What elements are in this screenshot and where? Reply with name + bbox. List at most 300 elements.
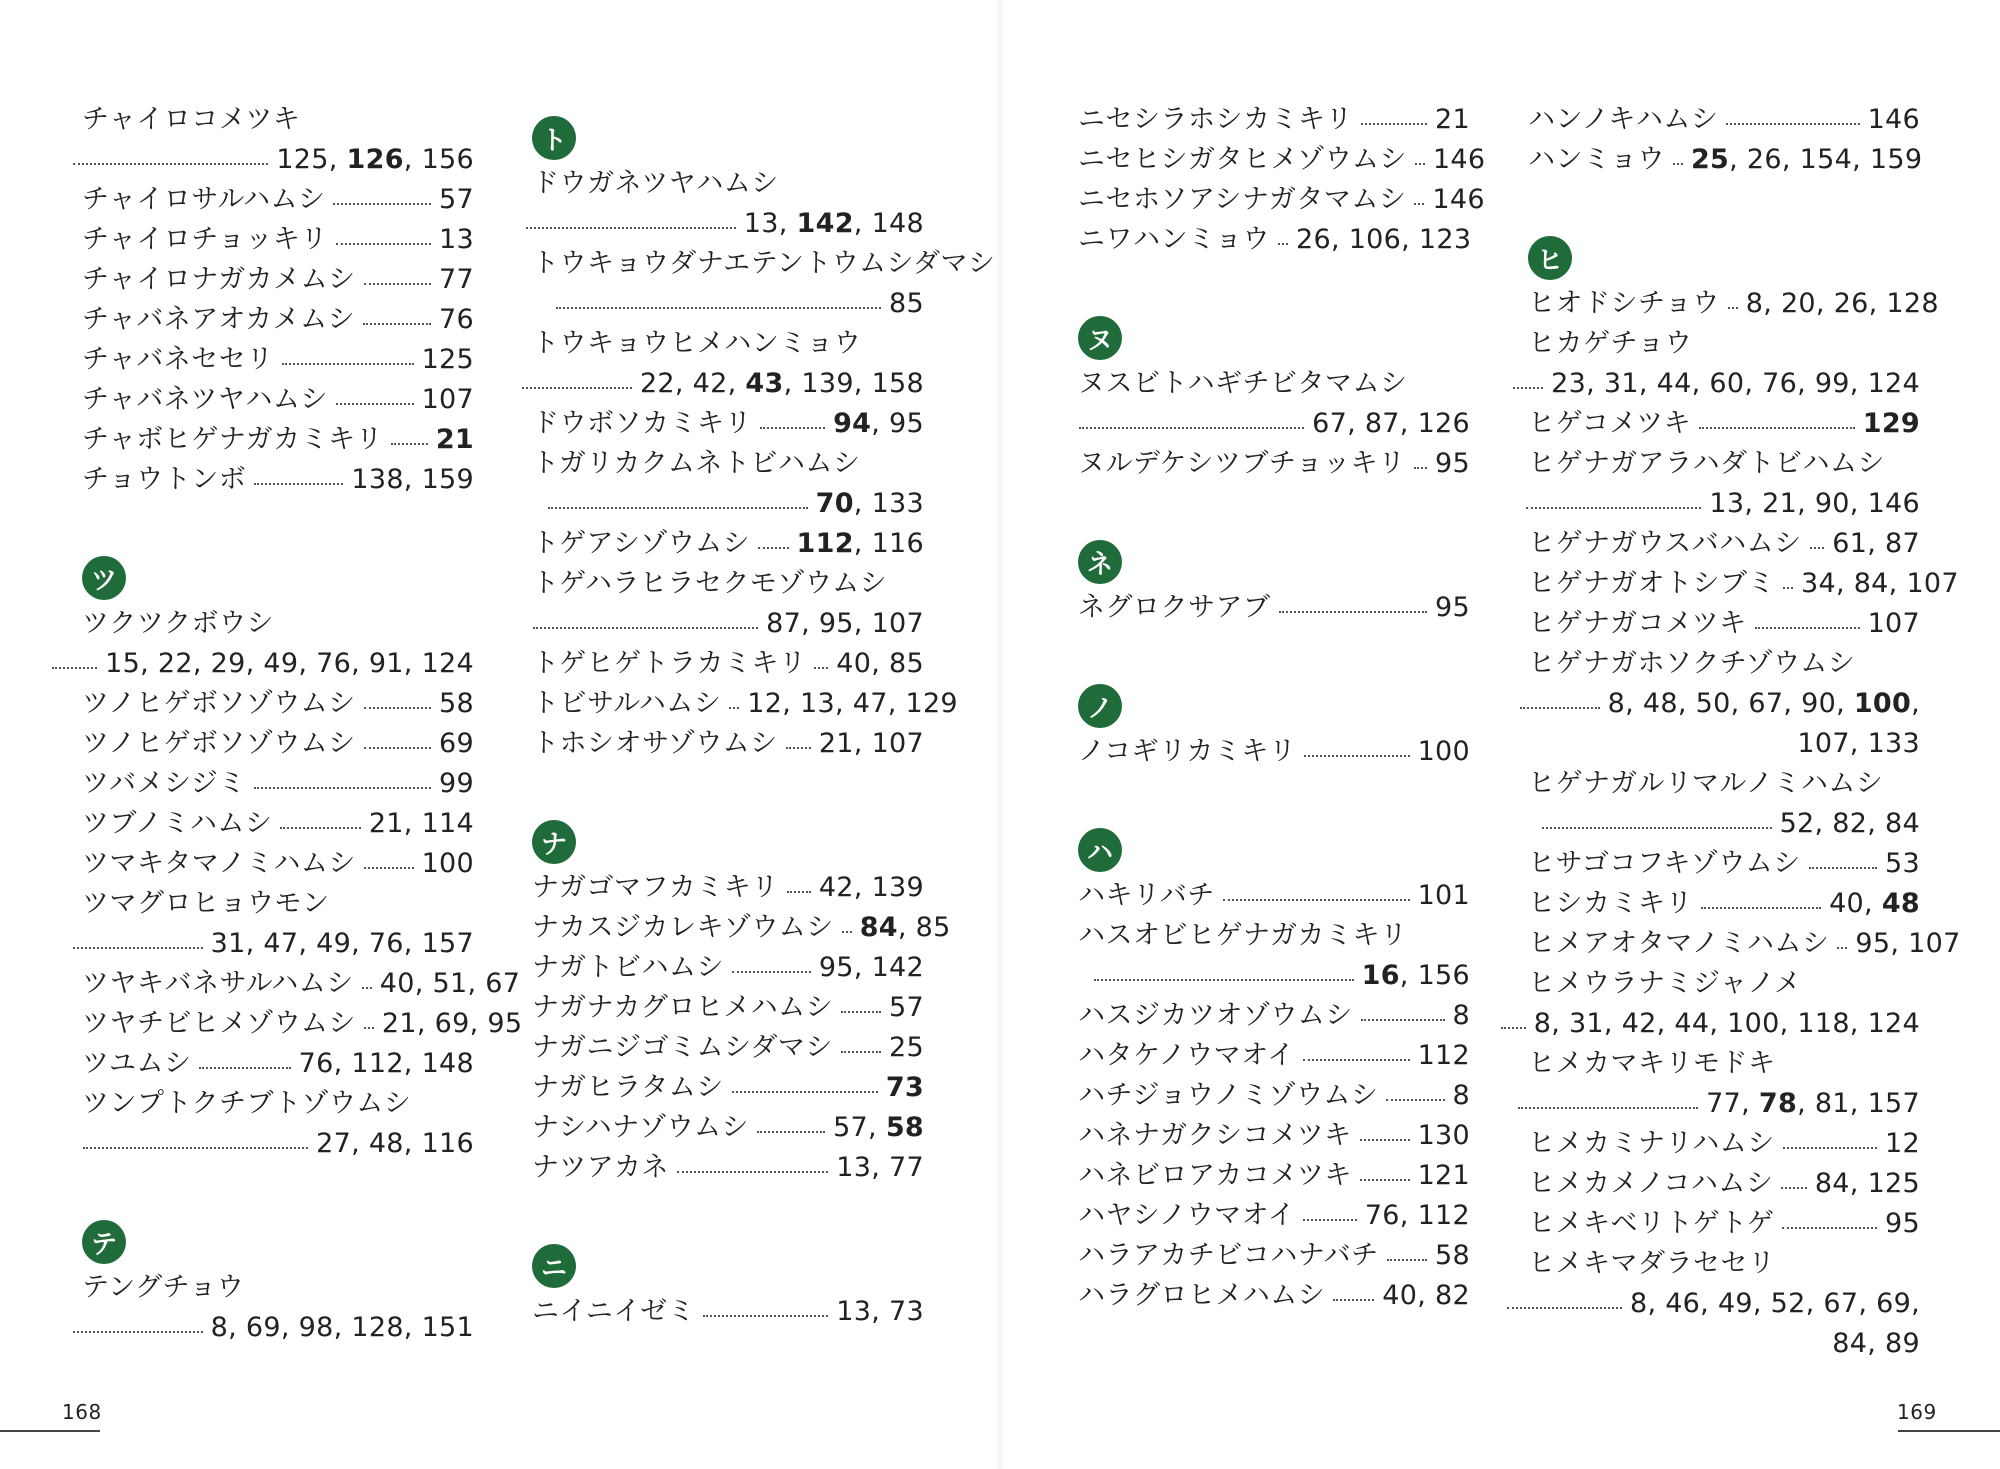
dot-leader [1726, 123, 1859, 125]
entry-name: チャバネアオカメムシ [82, 304, 356, 335]
index-entry [1528, 404, 1920, 444]
entry-pages: 100 [421, 848, 474, 879]
index-entry [82, 180, 474, 220]
dot-leader [73, 163, 268, 165]
entry-pages: 107 [421, 384, 474, 415]
entry-pages: 13, 73 [836, 1296, 924, 1327]
index-entry [1078, 180, 1485, 220]
dot-leader [1414, 467, 1427, 469]
index-column-1 [82, 100, 523, 1348]
dot-leader [362, 987, 372, 989]
dot-leader [199, 1067, 290, 1069]
entry-name: チャバネセセリ [82, 344, 274, 375]
entry-pages: 138, 159 [351, 464, 474, 495]
dot-leader [1094, 979, 1354, 981]
index-entry [1078, 364, 1470, 404]
index-entry [1528, 964, 1920, 1004]
entry-pages: 76, 112 [1364, 1200, 1470, 1231]
section-badge: ハ [1078, 828, 1122, 872]
entry-name: トウキョウダナエテントウムシダマシ [532, 248, 996, 279]
section-gap [532, 1188, 924, 1228]
entry-name: ヌルデケシツブチョッキリ [1078, 448, 1406, 479]
entry-pages: 13, 142, 148 [743, 208, 924, 239]
index-entry-continuation [82, 644, 474, 684]
entry-name: ヒゲナガコメツキ [1528, 608, 1747, 639]
entry-pages: 95 [1885, 1208, 1920, 1239]
entry-pages: 8, 48, 50, 67, 90, 100, [1607, 688, 1920, 719]
index-entry [82, 380, 474, 420]
entry-name: ヒカゲチョウ [1528, 328, 1693, 359]
dot-leader [814, 667, 828, 669]
entry-pages: 130 [1417, 1120, 1470, 1151]
dot-leader [1518, 1107, 1698, 1109]
entry-name: ツクツクボウシ [82, 608, 274, 639]
entry-name: ハキリバチ [1078, 880, 1215, 911]
index-entry-continuation [82, 140, 474, 180]
index-entry [1528, 884, 1920, 924]
entry-name: ニセヒシガタヒメゾウムシ [1078, 144, 1407, 175]
entry-pages: 15, 22, 29, 49, 76, 91, 124 [105, 648, 474, 679]
entry-name: ツノヒゲボソゾウムシ [82, 688, 356, 719]
index-entry [82, 724, 474, 764]
section-badge: テ [82, 1220, 126, 1264]
index-entry-continuation [82, 924, 474, 964]
section-badge: ヒ [1528, 236, 1572, 280]
dot-leader [1223, 899, 1410, 901]
dot-leader [364, 747, 431, 749]
entry-name: ヒゲナガホソクチゾウムシ [1528, 648, 1856, 679]
entry-name: ナガトビハムシ [532, 952, 724, 983]
entry-name: ヒメキベリトゲトゲ [1528, 1208, 1775, 1239]
entry-pages: 95 [1435, 448, 1470, 479]
index-entry [1078, 1156, 1470, 1196]
entry-name: ハチジョウノミゾウムシ [1078, 1080, 1379, 1111]
index-entry [1528, 764, 1920, 804]
entry-pages: 34, 84, 107 [1800, 568, 1959, 599]
dot-leader [526, 227, 736, 229]
index-entry [1528, 100, 1920, 140]
index-entry [82, 844, 474, 884]
entry-pages: 61, 87 [1832, 528, 1920, 559]
entry-name: トゲヒゲトラカミキリ [532, 648, 807, 679]
entry-pages: 70, 133 [815, 488, 924, 519]
section-gap [1078, 628, 1470, 668]
dot-leader [1079, 427, 1304, 429]
entry-pages: 21, 114 [368, 808, 474, 839]
dot-leader [703, 1315, 828, 1317]
dot-leader [1810, 547, 1825, 549]
index-entry [1528, 1244, 1920, 1284]
entry-name: ニワハンミョウ [1078, 224, 1270, 255]
entry-pages: 21 [435, 424, 474, 455]
entry-pages: 57 [889, 992, 924, 1023]
dot-leader [1755, 627, 1860, 629]
index-entry [1078, 876, 1470, 916]
entry-pages: 57 [439, 184, 474, 215]
entry-pages: 26, 106, 123 [1295, 224, 1472, 255]
dot-leader [1501, 1027, 1526, 1029]
section-header [1078, 300, 1470, 364]
index-entry [532, 164, 924, 204]
entry-pages: 69 [439, 728, 474, 759]
entry-pages: 42, 139 [818, 872, 924, 903]
entry-pages: 101 [1417, 880, 1470, 911]
entry-name: ドウボソカミキリ [532, 408, 752, 439]
index-entry [532, 1068, 924, 1108]
entry-pages: 76, 112, 148 [298, 1048, 474, 1079]
entry-pages: 100 [1417, 736, 1470, 767]
index-entry [82, 764, 474, 804]
dot-leader [391, 443, 428, 445]
entry-name: ツマグロヒョウモン [82, 888, 330, 919]
dot-leader [1303, 1059, 1410, 1061]
section-header [82, 1204, 474, 1268]
dot-leader [677, 1171, 828, 1173]
index-entry [532, 324, 924, 364]
index-entry [82, 964, 521, 1004]
index-entry [82, 884, 474, 924]
entry-name: ヒゲコメツキ [1528, 408, 1692, 439]
entry-name: ヒメカメノコハムシ [1528, 1168, 1774, 1199]
index-entry-continuation [82, 1124, 474, 1164]
index-entry [1528, 324, 1920, 364]
section-gap [1528, 180, 1920, 220]
index-entry-continuation [1528, 684, 1920, 724]
dot-leader [1361, 123, 1427, 125]
index-entry-continuation [1528, 1324, 1920, 1364]
section-header [532, 1228, 924, 1292]
entry-pages: 25 [889, 1032, 924, 1063]
entry-pages: 121 [1417, 1160, 1470, 1191]
index-entry [532, 244, 996, 284]
entry-name: トゲアシゾウムシ [532, 528, 751, 559]
entry-name: ヒメカミナリハムシ [1528, 1128, 1775, 1159]
dot-leader [1304, 755, 1409, 757]
dot-leader [729, 707, 739, 709]
index-column-4 [1528, 100, 1961, 1364]
index-entry [1078, 996, 1470, 1036]
index-entry [532, 1108, 924, 1148]
section-gap [1078, 260, 1470, 300]
index-entry-continuation [532, 204, 924, 244]
index-entry-continuation [1528, 484, 1920, 524]
entry-name: ヒメウラナミジャノメ [1528, 968, 1802, 999]
entry-pages: 21, 107 [818, 728, 924, 759]
index-entry [532, 684, 958, 724]
index-entry-continuation [1528, 1084, 1920, 1124]
index-entry [82, 340, 474, 380]
entry-pages: 58 [1435, 1240, 1470, 1271]
entry-pages: 77, 78, 81, 157 [1706, 1088, 1920, 1119]
entry-pages: 13 [439, 224, 474, 255]
dot-leader [1783, 1147, 1877, 1149]
index-entry-continuation [532, 284, 924, 324]
entry-pages: 95, 107 [1855, 928, 1961, 959]
entry-pages: 77 [439, 264, 474, 295]
index-entry [1528, 284, 1939, 324]
index-entry [532, 868, 924, 908]
entry-name: トホシオサゾウムシ [532, 728, 778, 759]
entry-name: ヒメアオタマノミハムシ [1528, 928, 1830, 959]
dot-leader [1360, 1139, 1410, 1141]
entry-name: ドウガネツヤハムシ [532, 168, 779, 199]
entry-pages: 8, 20, 26, 128 [1745, 288, 1939, 319]
dot-leader [280, 827, 360, 829]
entry-pages: 67, 87, 126 [1312, 408, 1470, 439]
index-entry [1528, 1124, 1920, 1164]
entry-name: ヒゲナガアラハダトビハムシ [1528, 448, 1885, 479]
index-entry-continuation [1078, 956, 1470, 996]
dot-leader [364, 707, 431, 709]
index-entry-continuation [82, 1308, 474, 1348]
dot-leader [254, 787, 431, 789]
entry-name: ナシハナゾウムシ [532, 1112, 750, 1143]
entry-name: トゲハラヒラセクモゾウムシ [532, 568, 888, 599]
dot-leader [1279, 611, 1428, 613]
entry-pages: 87, 95, 107 [766, 608, 924, 639]
dot-leader [841, 1011, 881, 1013]
dot-leader [1303, 1219, 1357, 1221]
index-entry [1528, 564, 1959, 604]
entry-name: チャイロサルハムシ [82, 184, 326, 215]
dot-leader [841, 1051, 881, 1053]
dot-leader [1386, 1099, 1444, 1101]
index-entry [1528, 444, 1920, 484]
index-entry [82, 684, 474, 724]
index-entry-continuation [1528, 804, 1920, 844]
entry-name: ハラアカチビコハナバチ [1078, 1240, 1379, 1271]
entry-name: ツユムシ [82, 1048, 192, 1079]
section-badge: ネ [1078, 540, 1122, 584]
section-gap [82, 1164, 474, 1204]
entry-pages: 85 [889, 288, 924, 319]
index-entry [532, 1292, 924, 1332]
entry-name: ネグロクサアブ [1078, 592, 1271, 623]
entry-pages: 22, 42, 43, 139, 158 [639, 368, 924, 399]
dot-leader [1387, 1259, 1427, 1261]
entry-pages: 25, 26, 154, 159 [1690, 144, 1923, 175]
index-entry [82, 260, 474, 300]
index-entry [1078, 1076, 1470, 1116]
dot-leader [556, 307, 881, 309]
entry-pages: 146 [1432, 144, 1486, 175]
section-header [1078, 524, 1470, 588]
index-entry [1078, 588, 1470, 628]
index-entry [532, 444, 924, 484]
index-entry-continuation [1528, 1284, 1920, 1324]
index-entry [1078, 1116, 1470, 1156]
index-entry [1528, 1164, 1920, 1204]
entry-pages: 40, 51, 67 [379, 968, 521, 999]
entry-name: チャイロコメツキ [82, 104, 301, 135]
entry-name: ツバメシジミ [82, 768, 246, 799]
entry-pages: 107 [1867, 608, 1920, 639]
index-entry [82, 460, 474, 500]
entry-name: ヒゲナガオトシブミ [1528, 568, 1775, 599]
dot-leader [1526, 507, 1701, 509]
section-badge: ト [532, 116, 576, 160]
index-entry [1078, 732, 1470, 772]
dot-leader [333, 203, 431, 205]
entry-name: ハネナガクシコメツキ [1078, 1120, 1352, 1151]
entry-name: ノコギリカミキリ [1078, 736, 1297, 767]
entry-name: ハネビロアカコメツキ [1078, 1160, 1352, 1191]
dot-leader [533, 627, 758, 629]
dot-leader [364, 283, 431, 285]
dot-leader [336, 403, 414, 405]
index-entry [82, 220, 474, 260]
entry-name: ナガニジゴミムシダマシ [532, 1032, 833, 1063]
entry-name: チャイロナガカメムシ [82, 264, 356, 295]
dot-leader [1507, 1307, 1622, 1309]
entry-pages: 57, 58 [833, 1112, 924, 1143]
entry-name: ナカスジカレキゾウムシ [532, 912, 834, 943]
dot-leader [52, 667, 97, 669]
dot-leader [1728, 307, 1738, 309]
entry-pages: 16, 156 [1361, 960, 1470, 991]
index-entry [1528, 1204, 1920, 1244]
entry-name: ツヤチビヒメゾウムシ [82, 1008, 356, 1039]
section-badge: ツ [82, 556, 126, 600]
dot-leader [1783, 587, 1793, 589]
index-entry [82, 420, 474, 460]
entry-name: チャバネツヤハムシ [82, 384, 328, 415]
entry-name: ハンノキハムシ [1528, 104, 1719, 135]
dot-leader [732, 971, 811, 973]
entry-name: ヒメカマキリモドキ [1528, 1048, 1776, 1079]
entry-name: ハスジカツオゾウムシ [1078, 1000, 1353, 1031]
entry-name: チョウトンボ [82, 464, 247, 495]
entry-pages: 13, 21, 90, 146 [1709, 488, 1920, 519]
index-entry [1078, 1276, 1470, 1316]
index-entry [82, 1084, 474, 1124]
dot-leader [1809, 867, 1877, 869]
entry-name: ヒサゴコフキゾウムシ [1528, 848, 1801, 879]
index-entry [1528, 524, 1920, 564]
dot-leader [757, 1131, 825, 1133]
index-entry [1078, 100, 1470, 140]
dot-leader [548, 507, 808, 509]
entry-pages: 125, 126, 156 [276, 144, 474, 175]
index-entry [1078, 1196, 1470, 1236]
dot-leader [842, 931, 852, 933]
section-badge: ノ [1078, 684, 1122, 728]
entry-pages: 84, 89 [1832, 1328, 1920, 1359]
entry-name: ナガナカグロヒメハムシ [532, 992, 834, 1023]
entry-pages: 31, 47, 49, 76, 157 [210, 928, 474, 959]
entry-pages: 40, 82 [1382, 1280, 1470, 1311]
page-number-left: 168 [62, 1400, 102, 1424]
index-entry [1078, 1036, 1470, 1076]
dot-leader [282, 363, 414, 365]
entry-pages: 129 [1862, 408, 1920, 439]
entry-name: チャイロチョッキリ [82, 224, 328, 255]
entry-pages: 107, 133 [1797, 728, 1920, 759]
dot-leader [1333, 1299, 1374, 1301]
index-entry [1078, 916, 1470, 956]
entry-pages: 8, 31, 42, 44, 100, 118, 124 [1533, 1008, 1920, 1039]
entry-pages: 12, 13, 47, 129 [747, 688, 958, 719]
index-entry [1078, 1236, 1470, 1276]
entry-pages: 8, 46, 49, 52, 67, 69, [1629, 1288, 1920, 1319]
entry-name: トビサルハムシ [532, 688, 722, 719]
entry-pages: 95 [1435, 592, 1470, 623]
section-gap [1078, 772, 1470, 812]
entry-pages: 99 [439, 768, 474, 799]
entry-pages: 146 [1867, 104, 1920, 135]
dot-leader [73, 1331, 203, 1333]
index-entry-continuation [532, 484, 924, 524]
index-entry [1528, 844, 1920, 884]
entry-pages: 84, 85 [859, 912, 951, 943]
entry-name: ニイニイゼミ [532, 1296, 696, 1327]
index-entry [1528, 924, 1961, 964]
entry-pages: 12 [1885, 1128, 1920, 1159]
index-entry [532, 564, 924, 604]
section-badge: ニ [532, 1244, 576, 1288]
dot-leader [1542, 827, 1772, 829]
section-header [1078, 812, 1470, 876]
index-entry [82, 804, 474, 844]
index-entry-continuation [1528, 364, 1920, 404]
entry-name: チャボヒゲナガカミキリ [82, 424, 384, 455]
index-entry [1078, 220, 1470, 260]
entry-name: テングチョウ [82, 1272, 245, 1303]
entry-name: ヒゲナガウスバハムシ [1528, 528, 1802, 559]
entry-pages: 112, 116 [796, 528, 924, 559]
entry-name: ナツアカネ [532, 1152, 669, 1183]
entry-name: ツブノミハムシ [82, 808, 273, 839]
entry-pages: 95, 142 [818, 952, 924, 983]
index-entry-continuation [1528, 1004, 1920, 1044]
page-gutter [995, 0, 1005, 1469]
entry-name: ヒオドシチョウ [1528, 288, 1720, 319]
entry-pages: 58 [439, 688, 474, 719]
index-entry-continuation [1528, 724, 1920, 764]
dot-leader [364, 1027, 374, 1029]
dot-leader [732, 1091, 878, 1093]
dot-leader [1361, 1019, 1445, 1021]
dot-leader [1360, 1179, 1410, 1181]
index-entry [532, 1148, 924, 1188]
index-entry [82, 100, 474, 140]
index-entry [532, 404, 924, 444]
index-entry [82, 1044, 474, 1084]
entry-name: トウキョウヒメハンミョウ [532, 328, 862, 359]
footer-rule-right [1898, 1430, 2000, 1432]
entry-pages: 112 [1417, 1040, 1470, 1071]
dot-leader [522, 387, 632, 389]
dot-leader [1520, 707, 1600, 709]
index-column-3 [1078, 100, 1486, 1316]
index-entry [1528, 644, 1920, 684]
index-entry [532, 1028, 924, 1068]
dot-leader [1837, 947, 1847, 949]
section-header [1078, 668, 1470, 732]
entry-name: ナガゴマフカミキリ [532, 872, 779, 903]
index-entry [82, 1268, 474, 1308]
entry-name: ハンミョウ [1528, 144, 1665, 175]
index-entry [82, 604, 474, 644]
entry-pages: 21, 69, 95 [381, 1008, 523, 1039]
index-entry-continuation [1078, 404, 1470, 444]
index-entry-continuation [532, 364, 924, 404]
entry-name: ヒメキマダラセセリ [1528, 1248, 1776, 1279]
section-gap [1078, 484, 1470, 524]
index-entry [1528, 604, 1920, 644]
dot-leader [760, 427, 825, 429]
index-entry [532, 908, 951, 948]
